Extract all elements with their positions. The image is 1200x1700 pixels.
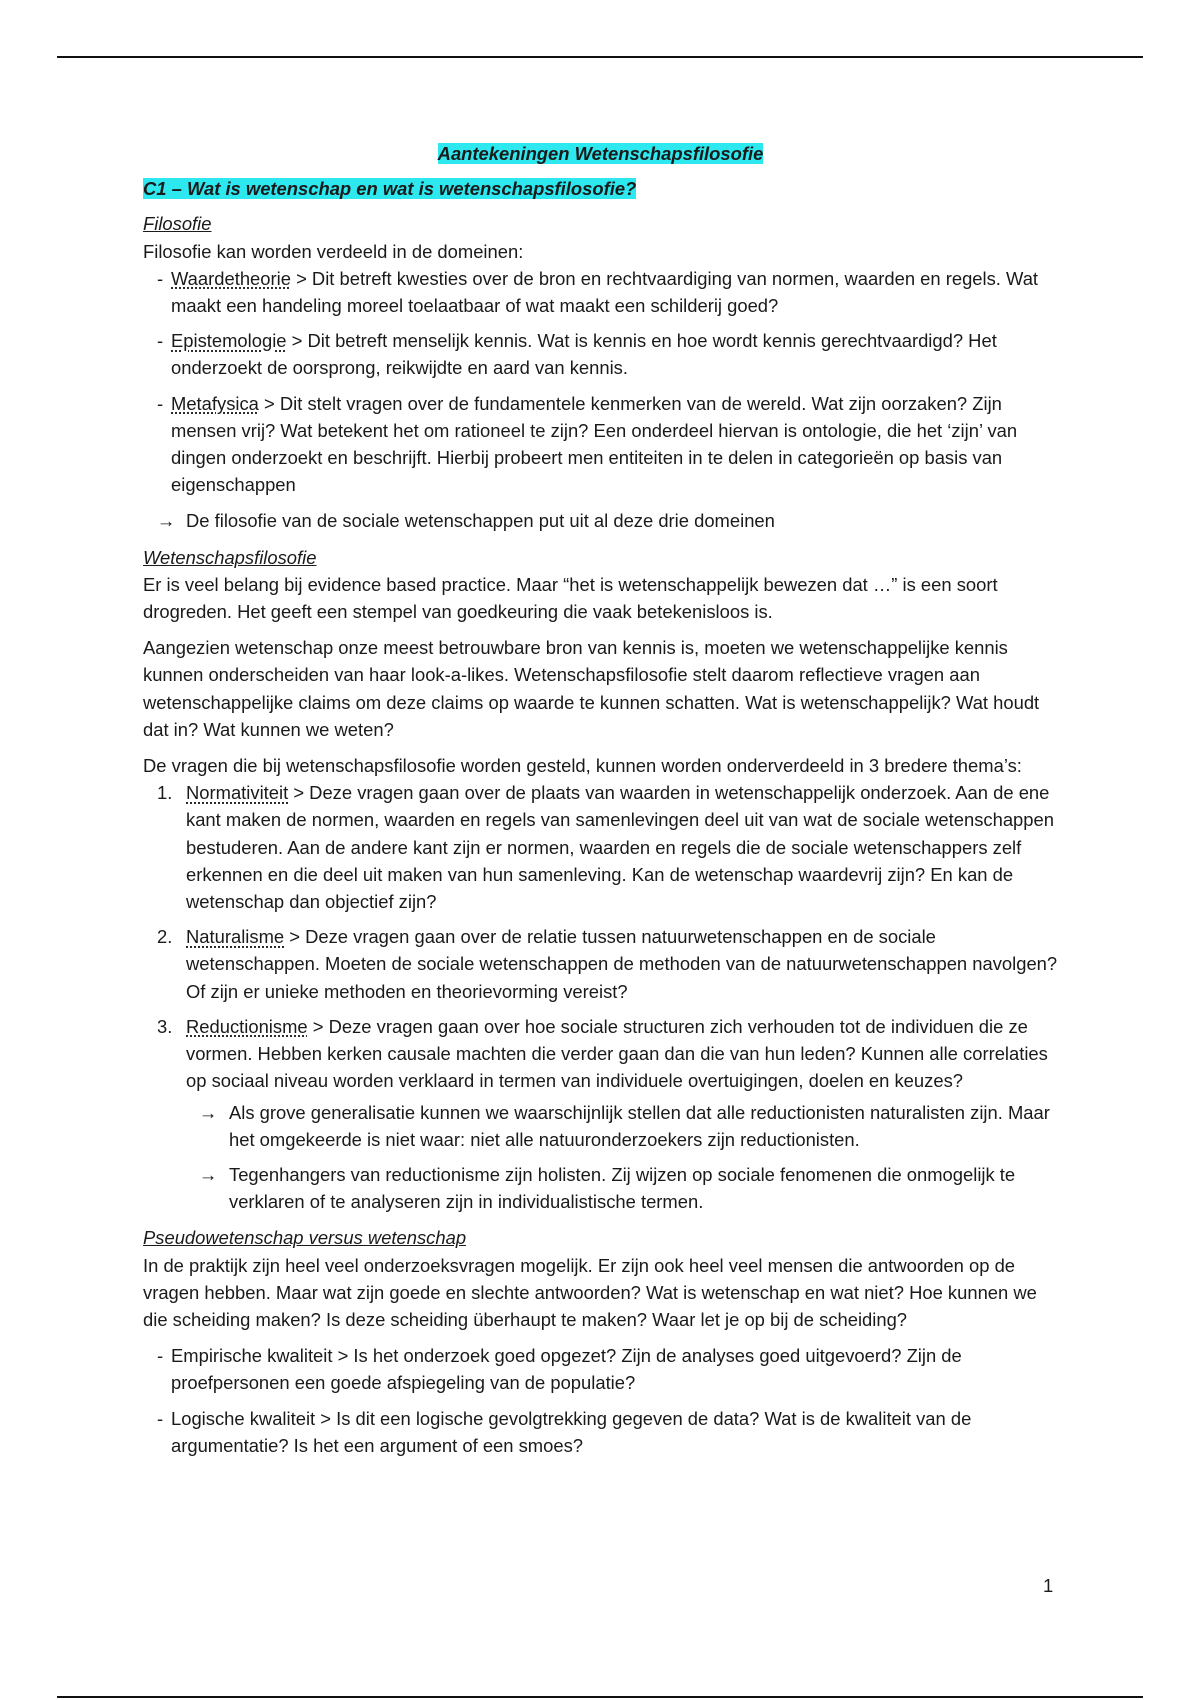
page-number: 1 — [1043, 1575, 1054, 1596]
section-heading-pseudowetenschap: Pseudowetenschap versus wetenschap — [143, 1227, 467, 1249]
list-item: - Empirische kwaliteit > Is het onderzoek goed opgezet? Zijn de analyses goed uitgevoerd? Zijn de proefpersonen een goede afspiegeling van de populatie? — [143, 1342, 1058, 1396]
item-number: 2. — [157, 926, 173, 948]
item-text: > Dit stelt vragen over de fundamentele kenmerken van de wereld. Wat zijn oorzaken? Zijn mensen vrij? Wat betekent het om rationeel te zijn? Een onderdeel hiervan is ontologie, die het ‘zijn’ van dingen onderzoekt en beschrijft. Hierbij probeert men entiteiten in te delen in categorieën op basis van eigenschappen — [171, 392, 1018, 496]
title-block — [143, 140, 1058, 167]
list-item — [143, 779, 1058, 915]
chapter-heading: C1 – Wat is wetenschap en wat is wetenschapsfilosofie? — [143, 178, 637, 200]
quality-list — [143, 1342, 1058, 1459]
paragraph: Er is veel belang bij evidence based practice. Maar “het is wetenschappelijk bewezen dat …” is een soort drogreden. Het geeft een stempel van goedkeuring die vaak betekenisloos is. — [143, 573, 998, 623]
item-text: > Dit betreft menselijk kennis. Wat is kennis en hoe wordt kennis gerechtvaardigd? Het onderzoekt de oorsprong, reikwijdte en aard van kennis. — [171, 330, 997, 379]
item-text: > Deze vragen gaan over hoe sociale structuren zich verhouden tot de individuen die ze vormen. Hebben kerken causale machten die verder gaan dan die van hun leden? Kunnen alle correlaties op sociaal niveau worden verklaard in termen van individuele overtuigingen, doelen en keuzes? — [186, 1015, 1048, 1092]
right-arrow-icon: → — [199, 1163, 218, 1185]
document-title: Aantekeningen Wetenschapsfilosofie — [437, 143, 764, 164]
reduction-note — [186, 1099, 1058, 1153]
note-text: Tegenhangers van reductionisme zijn holisten. Zij wijzen op sociale fenomenen die onmogelijk te verklaren of te analyseren zijn in individualistische termen. — [229, 1163, 1016, 1213]
list-item — [143, 923, 1058, 1005]
term-waardetheorie: Waardetheorie — [171, 267, 291, 289]
list-item: - Logische kwaliteit > Is dit een logische gevolgtrekking gegeven de data? Wat is de kwaliteit van de argumentatie? Is het een argument of een smoes? — [143, 1405, 1058, 1459]
term-metafysica: Metafysica — [171, 392, 259, 414]
section-heading-filosofie: Filosofie — [143, 213, 212, 235]
note-text: Als grove generalisatie kunnen we waarschijnlijk stellen dat alle reductionisten naturalisten zijn. Maar het omgekeerde is niet waar: niet alle natuuronderzoekers zijn reductionisten. — [229, 1101, 1050, 1150]
right-arrow-icon: → — [157, 510, 176, 532]
paragraph: De vragen die bij wetenschapsfilosofie worden gesteld, kunnen worden onderverdeeld in 3 bredere thema’s: — [143, 755, 1022, 777]
filosofie-arrow-note — [143, 507, 1058, 534]
term-epistemologie: Epistemologie — [171, 330, 287, 352]
item-text: > Deze vragen gaan over de plaats van waarden in wetenschappelijk onderzoek. Aan de ene kant maken de normen, waarden en regels van samenlevingen deel uit van wat de sociale wetenschappen bestuderen. Aan de andere kant zijn er normen, waarden en regels die de sociale wetenschappers zelf erkennen en die deel uit maken van hun samenleving. Kan de wetenschap waardevrij zijn? En kan de wetenschap dan objectief zijn? — [186, 782, 1054, 913]
chapter-heading-wrap — [143, 175, 1058, 202]
arrow-note-text: De filosofie van de sociale wetenschappen put uit al deze drie domeinen — [186, 510, 775, 532]
list-item — [143, 390, 1058, 499]
item-text: > Dit betreft kwesties over de bron en rechtvaardiging van normen, waarden en regels. Wat maakt een handeling moreel toelaatbaar of wat maakt een schilderij goed? — [171, 267, 1039, 317]
item-number: 3. — [157, 1015, 173, 1037]
list-item — [143, 327, 1058, 381]
domain-list — [143, 265, 1058, 499]
term-naturalisme: Naturalisme — [186, 926, 285, 948]
item-text: > Deze vragen gaan over de relatie tussen natuurwetenschappen en de sociale wetenschappen. Moeten de sociale wetenschappen de methoden van de natuurwetenschappen navolgen? Of zijn er unieke methoden en theorievorming vereist? — [186, 926, 1058, 1002]
header-rule — [57, 56, 1143, 58]
filosofie-intro: Filosofie kan worden verdeeld in de domeinen: — [143, 240, 524, 262]
paragraph: In de praktijk zijn heel veel onderzoeksvragen mogelijk. Er zijn ook heel veel mensen die antwoorden op de vragen hebben. Maar wat zijn goede en slechte antwoorden? Wat is wetenschap en wat niet? Hoe kunnen we die scheiding maken? Is deze scheiding überhaupt te maken? Waar let je op bij de scheiding? — [143, 1254, 1037, 1330]
reduction-note — [186, 1161, 1058, 1215]
themes-list — [143, 779, 1058, 1215]
list-item — [143, 1013, 1058, 1215]
list-item — [143, 265, 1058, 319]
term-normativiteit: Normativiteit — [186, 782, 289, 804]
paragraph: Aangezien wetenschap onze meest betrouwbare bron van kennis is, moeten we wetenschappelijke kennis kunnen onderscheiden van haar look-a-likes. Wetenschapsfilosofie stelt daarom reflectieve vragen aan wetenschappelijke claims om deze claims op waarde te kunnen schatten. Wat is wetenschappelijk? Wat houdt dat in? Wat kunnen we weten? — [143, 637, 1040, 740]
term-reductionisme: Reductionisme — [186, 1015, 308, 1037]
right-arrow-icon: → — [199, 1101, 218, 1123]
footer-rule — [57, 1696, 1143, 1698]
item-number: 1. — [157, 782, 173, 804]
document-body — [143, 140, 1058, 1468]
section-heading-wetenschapsfilosofie: Wetenschapsfilosofie — [143, 546, 317, 568]
